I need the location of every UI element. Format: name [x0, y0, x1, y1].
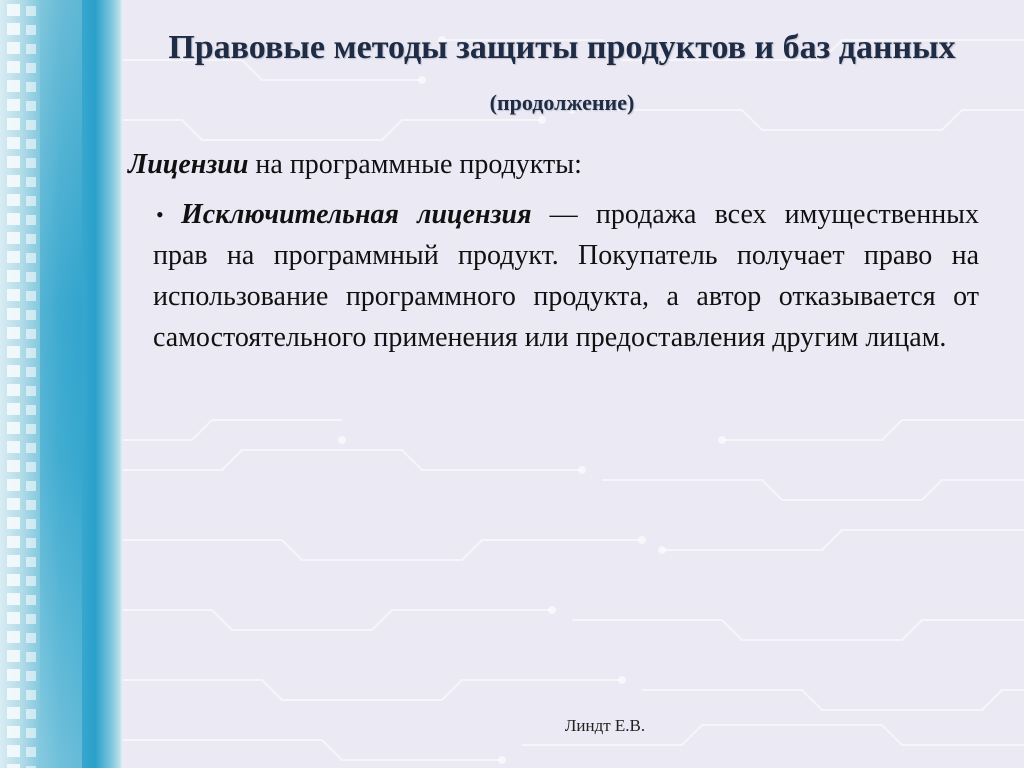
slide-title-sub: (продолжение) — [489, 90, 635, 115]
bullet-item — [153, 194, 979, 358]
bullet-text — [153, 194, 979, 358]
left-decorative-strip — [0, 0, 122, 768]
lead-text: на программные продукты: — [248, 149, 582, 180]
slide-title-main: Правовые методы защиты продуктов и баз данных — [168, 29, 956, 66]
bullet-marker: • — [156, 202, 164, 227]
footer-author: Линдт Е.В. — [564, 716, 646, 735]
slide-title — [150, 22, 974, 129]
strip-squares — [4, 0, 24, 768]
bullet-body: — продажа всех имущественных прав на программный продукт. Покупатель получает право на использование программного продукта, а автор отказывается от самостоятельного применения или предоставления другим лицам. — [153, 199, 979, 353]
strip-band — [40, 0, 82, 768]
strip-edge — [118, 0, 123, 768]
bullet-term: Исключительная лицензия — [181, 199, 532, 230]
lead-emphasis: Лицензии — [128, 149, 249, 180]
strip-squares-secondary — [24, 0, 40, 768]
lead-line — [128, 145, 582, 185]
